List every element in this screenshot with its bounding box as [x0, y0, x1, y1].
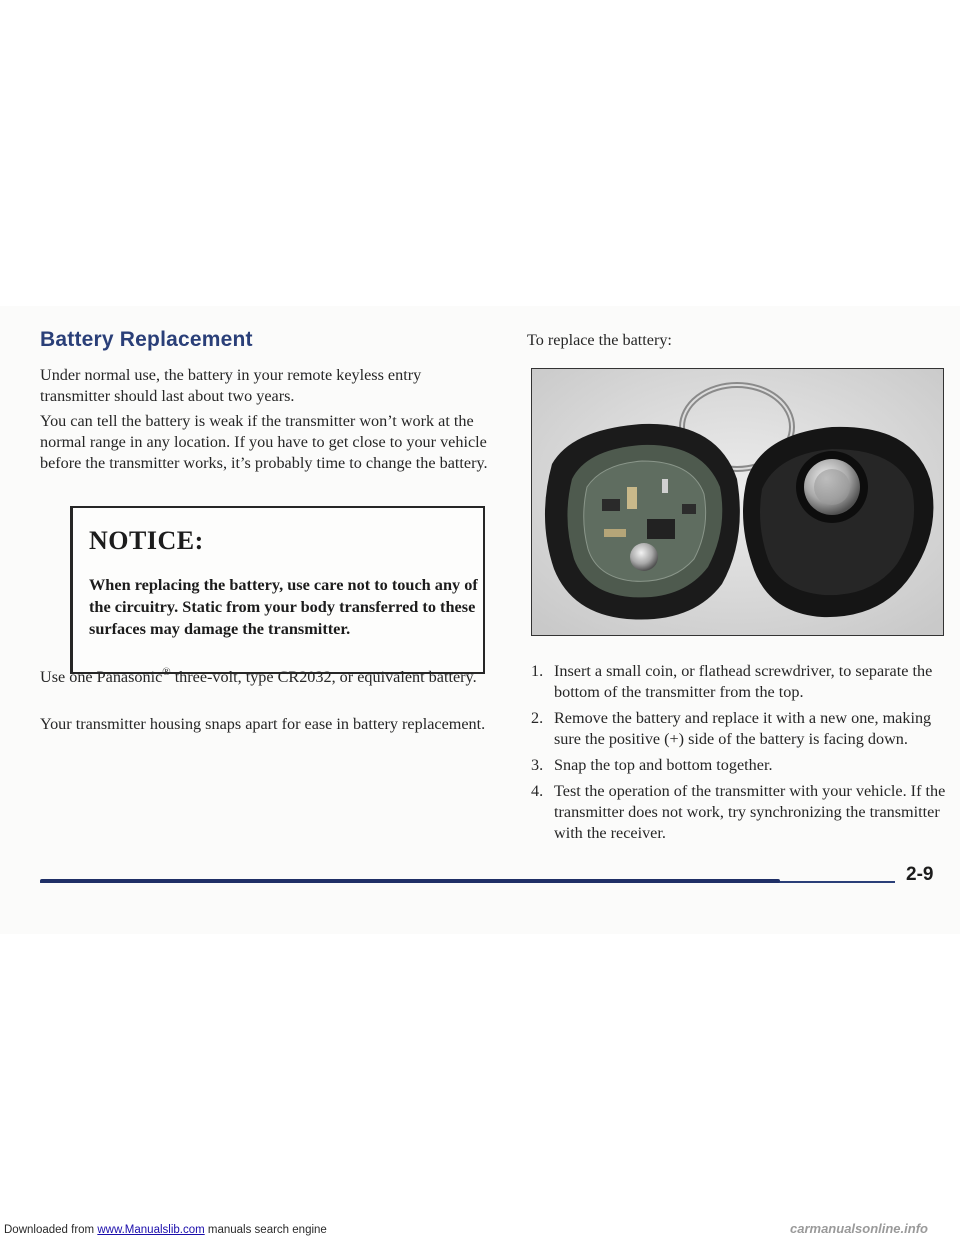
housing-paragraph: Your transmitter housing snaps apart for ease in battery replacement.	[40, 715, 486, 733]
intro-paragraph: Under normal use, the battery in your remote keyless entry transmitter should last about two years.	[40, 366, 422, 405]
registered-mark: ®	[162, 666, 171, 678]
step-text: Snap the top and bottom together.	[554, 756, 773, 774]
step-text: Test the operation of the transmitter with your vehicle. If the transmitter does not work, try synchronizing the transmitter with the receiver.	[554, 782, 946, 842]
footer-rule-bold	[40, 879, 780, 883]
step-item	[531, 661, 951, 703]
battery-spec-paragraph	[40, 667, 490, 688]
transmitter-photo-illustration	[532, 369, 943, 635]
replace-intro: To replace the battery:	[527, 331, 672, 349]
page-number: 2-9	[906, 864, 934, 885]
notice-title: NOTICE:	[89, 526, 204, 555]
step-number: 2.	[531, 709, 544, 727]
notice-box	[70, 506, 485, 674]
battery-spec-prefix: Use one Panasonic	[40, 668, 163, 686]
footer-suffix: manuals search engine	[204, 1224, 327, 1236]
step-number: 1.	[531, 662, 544, 680]
notice-text: When replacing the battery, use care not to touch any of the circuitry. Static from your body transferred to these surfaces may damage the transmitter.	[89, 575, 478, 638]
step-item	[531, 781, 951, 844]
watermark: carmanualsonline.info	[790, 1221, 928, 1236]
download-footer	[4, 1224, 327, 1236]
step-number: 3.	[531, 756, 544, 774]
step-number: 4.	[531, 782, 544, 800]
section-title: Battery Replacement	[40, 328, 253, 351]
step-text: Insert a small coin, or flathead screwdriver, to separate the bottom of the transmitter from the top.	[554, 662, 933, 701]
step-item	[531, 708, 951, 750]
transmitter-photo	[531, 368, 944, 636]
step-text: Remove the battery and replace it with a new one, making sure the positive (+) side of the battery is facing down.	[554, 709, 932, 748]
replacement-steps	[531, 661, 951, 844]
battery-spec-suffix: three-volt, type CR2032, or equivalent battery.	[170, 668, 477, 686]
weak-battery-paragraph: You can tell the battery is weak if the transmitter won’t work at the normal range in any location. If you have to get close to your vehicle before the transmitter works, it’s probably time to change the battery.	[40, 412, 488, 472]
manualslib-link[interactable]: www.Manualslib.com	[97, 1224, 205, 1236]
footer-prefix: Downloaded from	[4, 1224, 98, 1236]
step-item	[531, 755, 951, 776]
